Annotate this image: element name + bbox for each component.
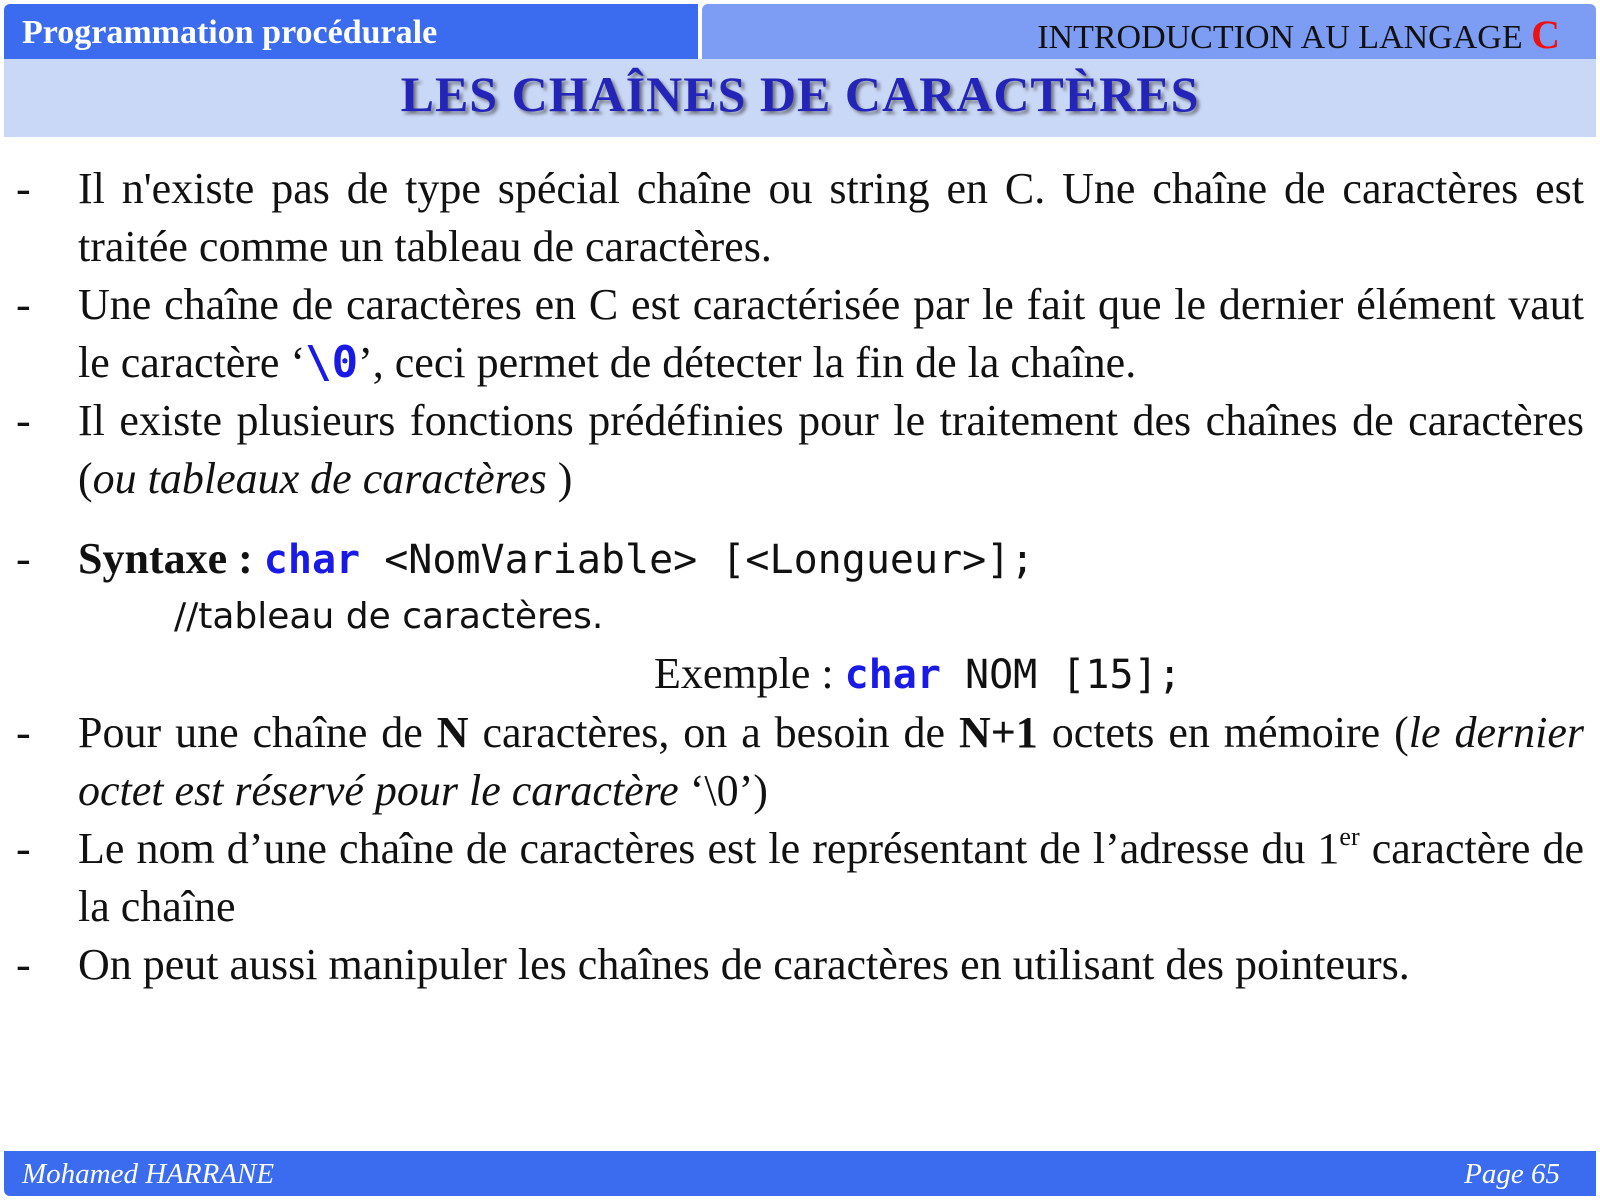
bullet-text-part: ’, ceci permet de détecter la fin de la chaîne. [358, 338, 1137, 387]
bullet-text-part: Pour une chaîne de [78, 708, 437, 757]
syntax-line [78, 530, 1584, 589]
bullet-item [14, 276, 1584, 392]
bullet-bold-part: N [436, 708, 469, 757]
bullet-text: On peut aussi manipuler les chaînes de caractères en utilisant des pointeurs. [78, 940, 1410, 989]
syntax-keyword: char [263, 537, 361, 583]
bullet-text-part: Le nom d’une chaîne de caractères est le représentant de l’adresse du 1 [78, 824, 1340, 873]
bullet-text [78, 704, 1584, 820]
example-keyword: char [844, 652, 941, 698]
bullet-text-part: ‘\0’) [678, 766, 768, 815]
chapter-title: INTRODUCTION AU LANGAGE [1037, 19, 1523, 56]
bullet-text: Il n'existe pas de type spécial chaîne ou string en C. Une chaîne de caractères est traitée comme un tableau de caractères. [78, 164, 1584, 271]
bullet-item [14, 392, 1584, 508]
null-char-code: \0 [305, 337, 359, 388]
footer-author: Mohamed HARRANE [22, 1158, 275, 1190]
syntax-code: <NomVariable> [<Longueur>]; [360, 537, 1035, 583]
bullet-dash: - [16, 708, 31, 757]
page-number: Page 65 [1464, 1158, 1560, 1190]
bullet-text-part: caractère de la chaîne [78, 824, 1585, 931]
example-label: Exemple : [654, 649, 845, 698]
bullet-item [14, 704, 1584, 820]
bullet-dash: - [16, 280, 31, 329]
bullet-text-part: ) [546, 454, 573, 503]
bullet-text [78, 276, 1584, 392]
course-title: Programmation procédurale [22, 14, 438, 51]
slide-title: LES CHAÎNES DE CARACTÈRES [400, 66, 1200, 122]
bullet-dash: - [16, 164, 31, 213]
footer [4, 1151, 1596, 1196]
bullet-dash: - [16, 940, 31, 989]
syntax-label: Syntaxe : [78, 534, 253, 583]
bullet-text [78, 392, 1584, 508]
bullet-italic-part: ou tableaux de caractères [92, 454, 547, 503]
title-band [4, 59, 1596, 137]
bullet-italic-part: le dernier octet est réservé pour le caractère [78, 708, 1585, 815]
superscript: er [1339, 822, 1360, 851]
header-right-title [702, 4, 1596, 59]
bullet-text [78, 820, 1584, 936]
example-code: NOM [15]; [940, 652, 1182, 698]
bullet-dash: - [16, 824, 31, 873]
header-left-title [4, 4, 698, 59]
bullet-dash: - [16, 396, 31, 445]
bullet-dash: - [16, 534, 31, 583]
bullet-item-syntax [14, 530, 1584, 589]
slide-content [14, 160, 1584, 994]
bullet-text-part: octets en mémoire ( [1037, 708, 1409, 757]
bullet-text-part: Une chaîne de caractères en C est caractérisée par le fait que le dernier élément vaut le caractère ‘ [78, 280, 1584, 387]
example-line [14, 645, 1584, 704]
bullet-item [14, 160, 1584, 276]
bullet-text-part: caractères, on a besoin de [468, 708, 959, 757]
bullet-item [14, 936, 1584, 994]
bullet-bold-part: N+1 [958, 708, 1038, 757]
bullet-text-part: Il existe plusieurs fonctions prédéfinies pour le traitement des chaînes de caractères ( [78, 396, 1584, 503]
syntax-comment: //tableau de caractères. [174, 596, 604, 637]
chapter-language: C [1531, 12, 1560, 57]
bullet-item [14, 820, 1584, 936]
